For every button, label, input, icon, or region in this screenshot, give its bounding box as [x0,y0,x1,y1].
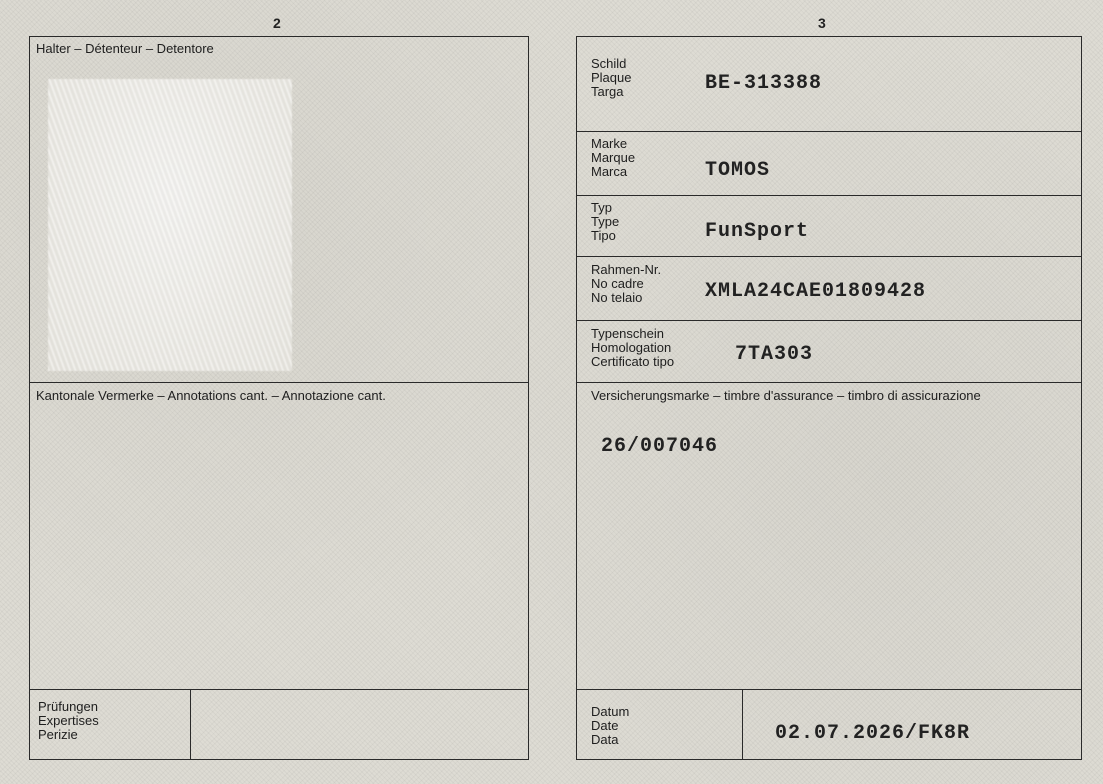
insurance-stamp-value: 26/007046 [601,435,719,458]
left-page-panel [29,36,529,760]
make-label: Marke Marque Marca [591,136,636,179]
holder-label: Halter – Détenteur – Detentore [36,41,214,56]
divider [742,689,743,759]
divider [577,131,1081,132]
type-label: Typ Type Tipo [591,200,620,243]
make-value: TOMOS [705,159,771,182]
divider [577,320,1081,321]
page-number-left: 2 [273,15,281,31]
frame-number-value: XMLA24CAE01809428 [705,280,927,303]
divider [30,382,528,383]
insurance-stamp-label: Versicherungsmarke – timbre d'assurance – timbro di assicurazione [591,388,981,403]
right-page-panel [576,36,1082,760]
cantonal-annotations-label: Kantonale Vermerke – Annotations cant. – Annotazione cant. [36,388,386,403]
divider [577,256,1081,257]
plate-value: BE-313388 [705,72,823,95]
date-label: Datum Date Data [591,704,630,747]
plate-label: Schild Plaque Targa [591,56,632,99]
homologation-label: Typenschein Homologation Certificato tipo [591,326,675,369]
holder-photo [48,79,292,371]
frame-number-label: Rahmen-Nr. No cadre No telaio [591,262,662,305]
divider [190,689,191,759]
date-value: 02.07.2026/FK8R [775,722,971,745]
divider [30,689,528,690]
divider [577,382,1081,383]
type-value: FunSport [705,220,810,243]
divider [577,689,1081,690]
homologation-value: 7TA303 [735,343,814,366]
page-number-right: 3 [818,15,826,31]
inspections-label: Prüfungen Expertises Perizie [38,699,99,742]
divider [577,195,1081,196]
